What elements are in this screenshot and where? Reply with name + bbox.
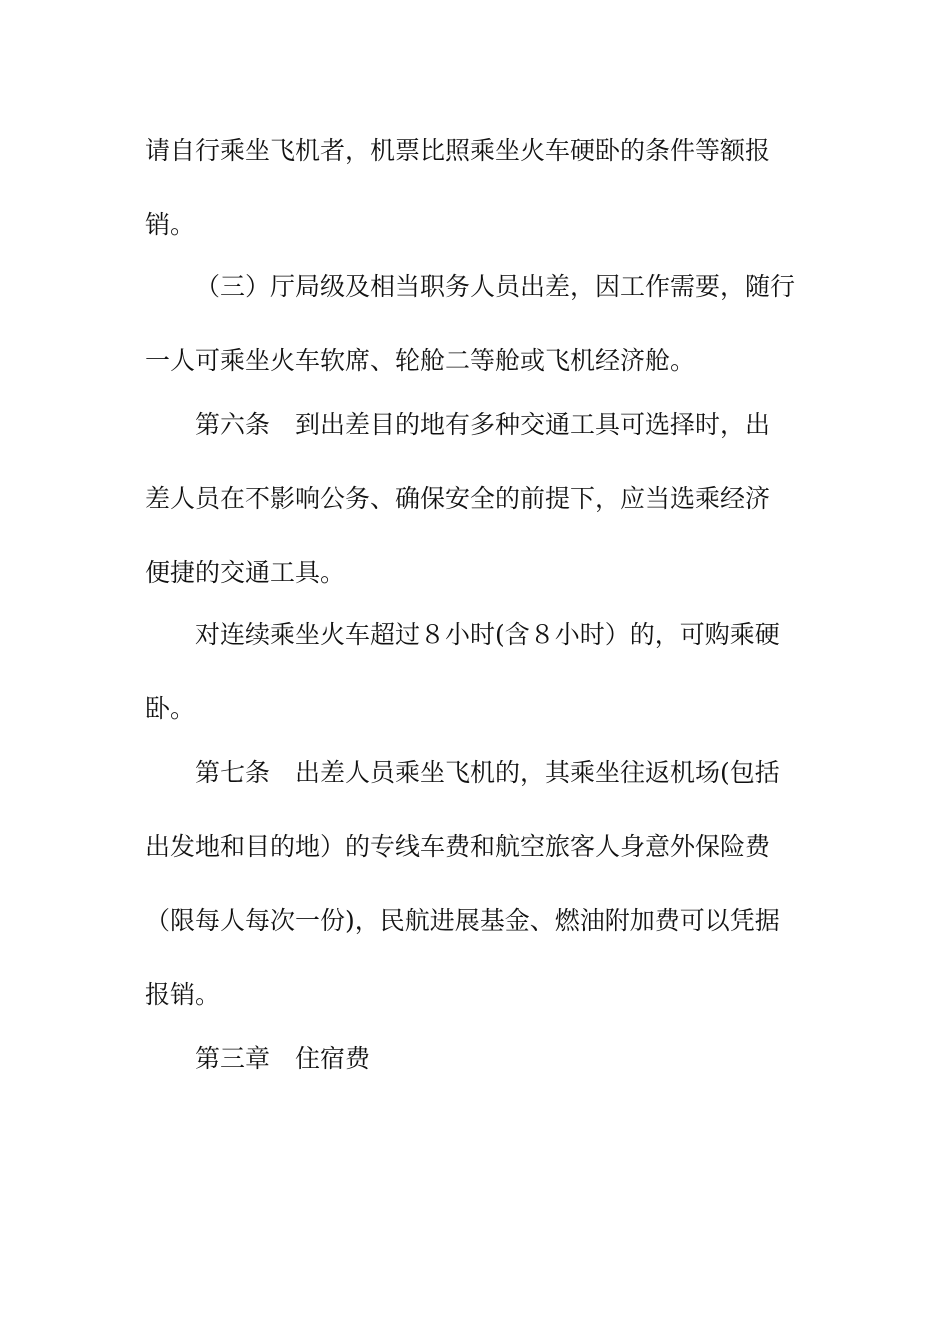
paragraph-line: （三）厅局级及相当职务人员出差，因工作需要，随行 [195, 272, 796, 301]
paragraph-line: 请自行乘坐飞机者，机票比照乘坐火车硬卧的条件等额报 [145, 136, 771, 165]
chapter-heading: 第三章 住宿费 [195, 1044, 371, 1073]
paragraph-line: 差人员在不影响公务、确保安全的前提下，应当选乘经济 [145, 484, 771, 513]
paragraph-line: 出发地和目的地）的专线车费和航空旅客人身意外保险费 [145, 832, 771, 861]
paragraph-line: 卧。 [145, 694, 196, 723]
paragraph-line: 销。 [145, 210, 196, 239]
article-heading-line: 第六条 到出差目的地有多种交通工具可选择时，出 [195, 410, 771, 439]
paragraph-line: 一人可乘坐火车软席、轮舱二等舱或飞机经济舱。 [145, 346, 696, 375]
paragraph-line: 对连续乘坐火车超过８小时(含８小时）的，可购乘硬 [195, 620, 780, 649]
paragraph-line: （限每人每次一份)，民航进展基金、燃油附加费可以凭据 [145, 906, 780, 935]
paragraph-line: 便捷的交通工具。 [145, 558, 346, 587]
paragraph-line: 报销。 [145, 980, 221, 1009]
article-heading-line: 第七条 出差人员乘坐飞机的，其乘坐往返机场(包括 [195, 758, 780, 787]
